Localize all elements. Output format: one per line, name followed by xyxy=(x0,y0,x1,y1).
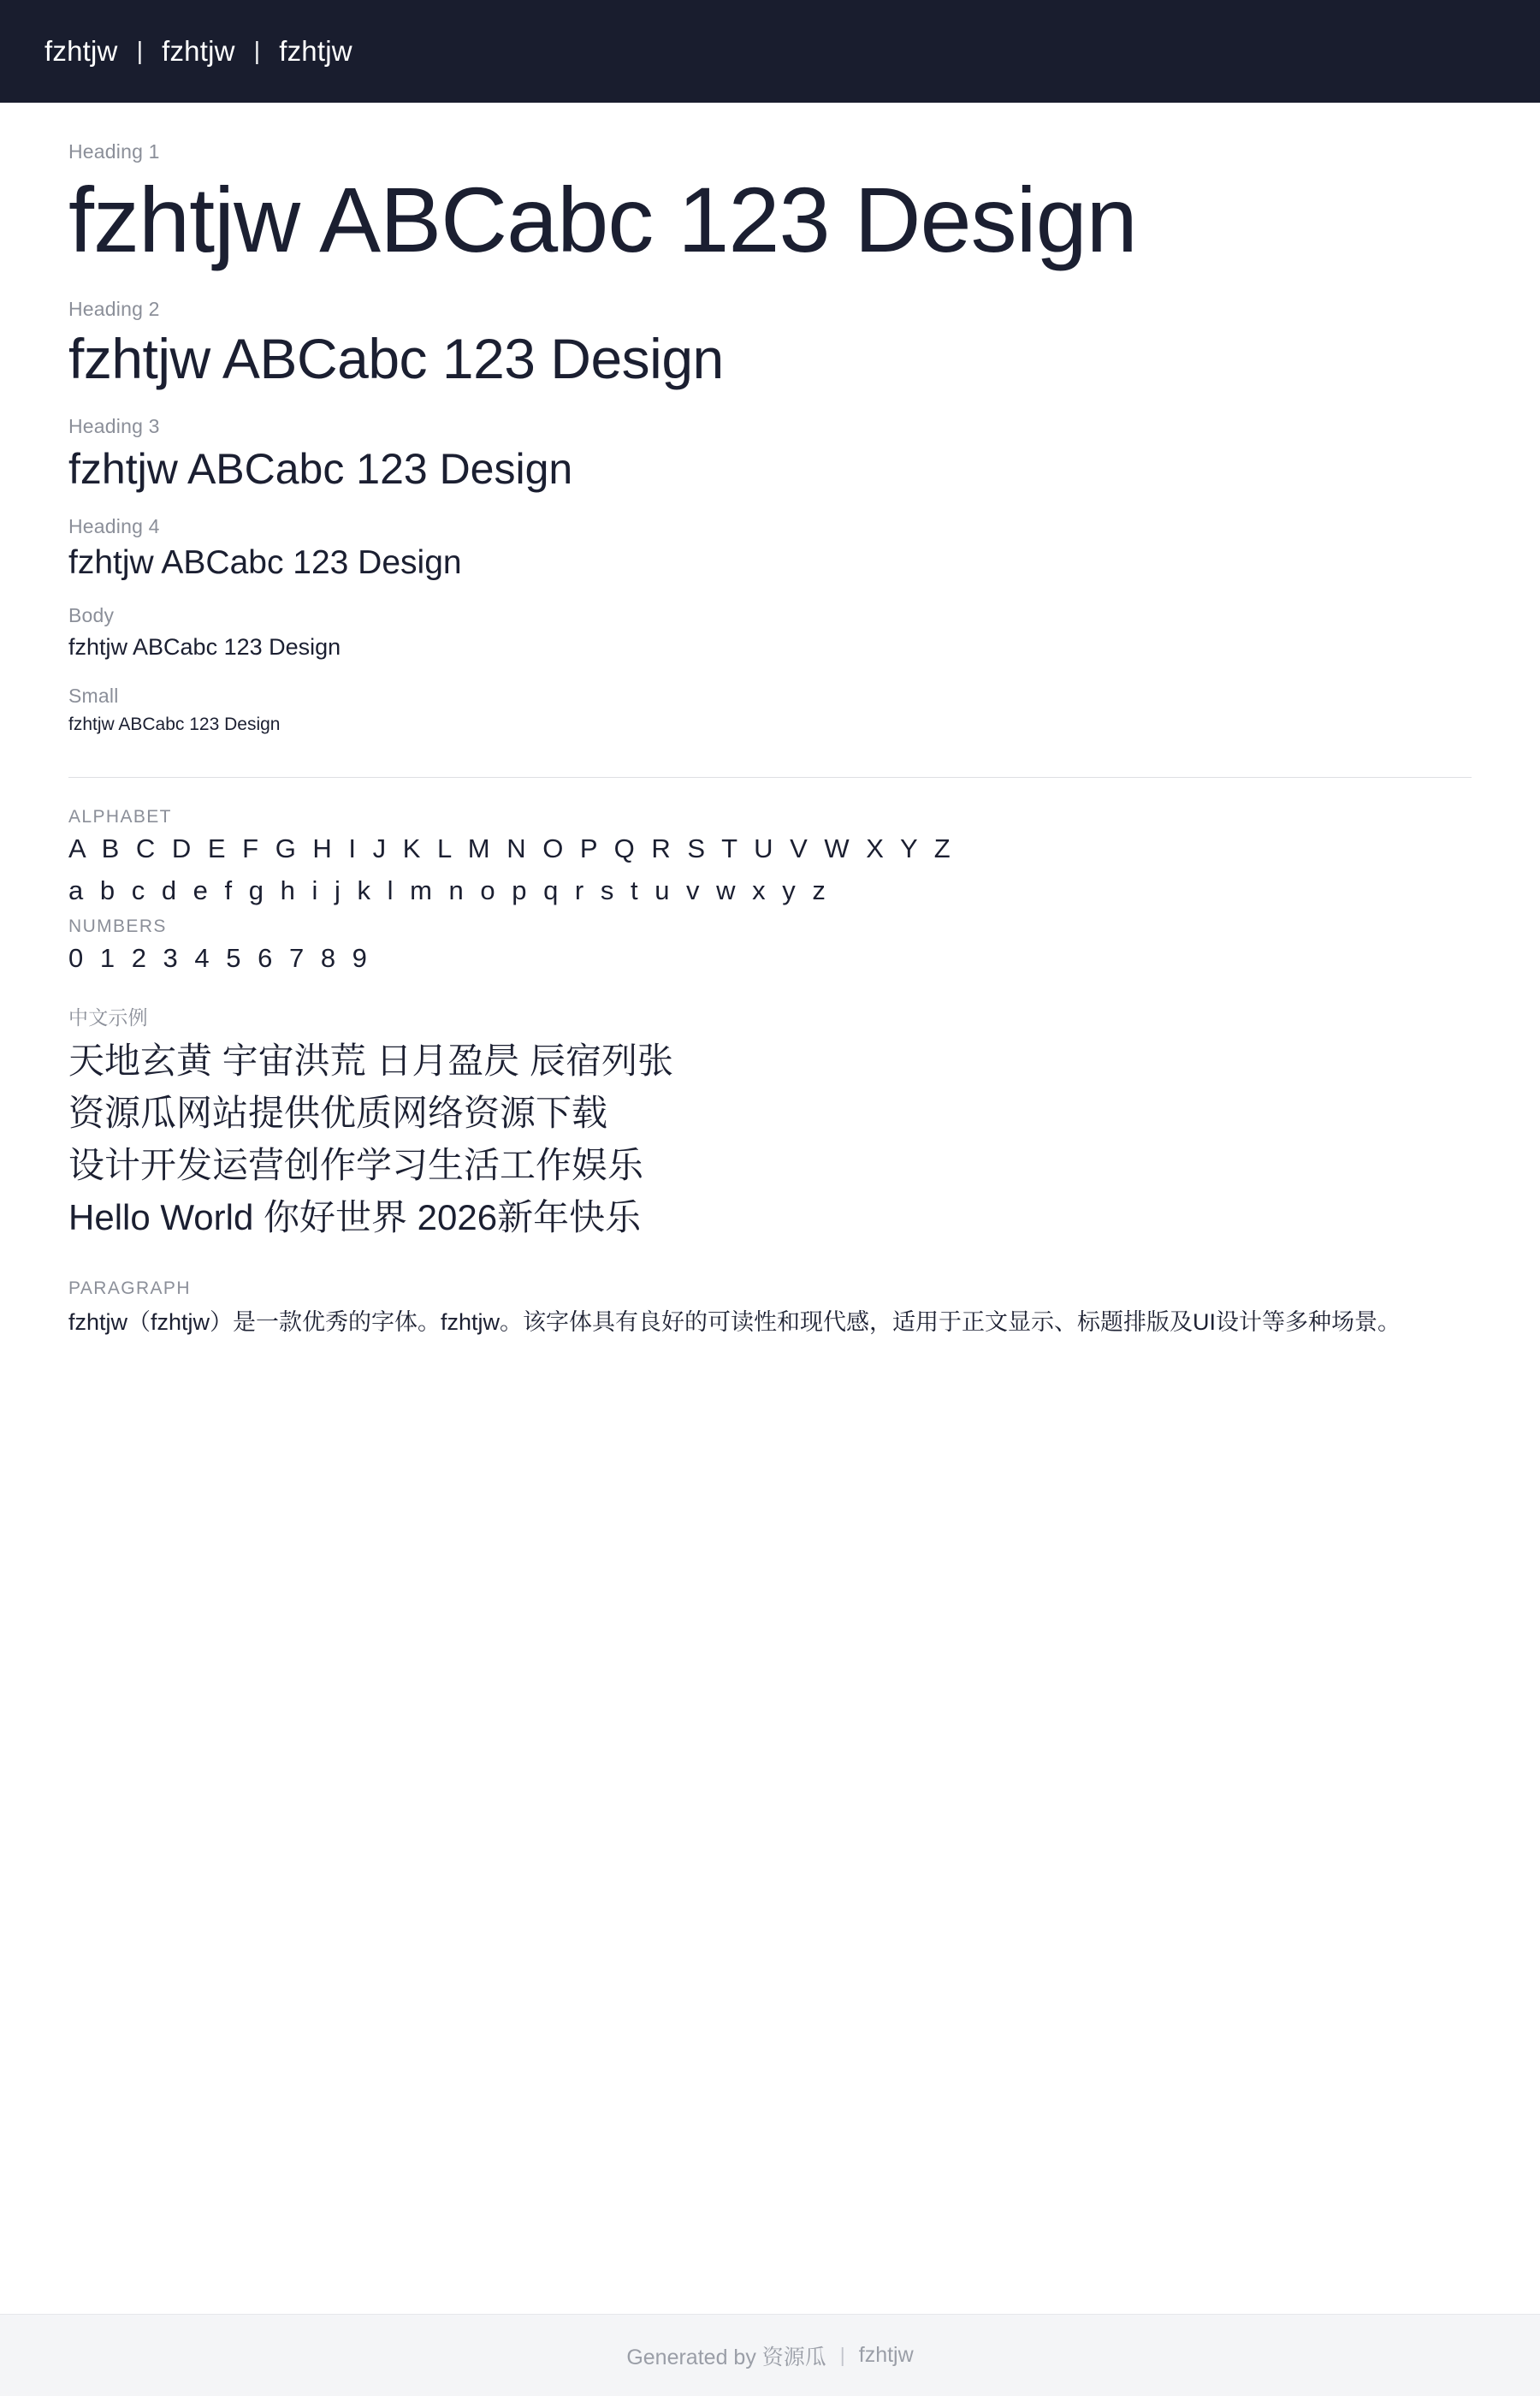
spacer-2 xyxy=(68,1244,1472,1278)
topbar-item-1: fzhtjw xyxy=(44,35,118,67)
topbar-separator-2: | xyxy=(253,37,261,65)
small-sample: fzhtjw ABCabc 123 Design xyxy=(68,714,281,734)
small-label: Small xyxy=(68,684,119,707)
top-bar xyxy=(0,0,1540,103)
footer-font-name: fzhtjw xyxy=(858,2343,914,2367)
topbar-item-2: fzhtjw xyxy=(162,35,235,67)
heading1-sample: fzhtjw ABCabc 123 Design xyxy=(68,168,1137,271)
topbar-separator-1: | xyxy=(136,37,144,65)
heading2-sample: fzhtjw ABCabc 123 Design xyxy=(68,326,724,390)
chinese-line-4: Hello World 你好世界 2026新年快乐 xyxy=(68,1196,642,1237)
chinese-line-2: 资源瓜网站提供优质网络资源下载 xyxy=(68,1093,608,1134)
footer-bar xyxy=(0,2314,1540,2396)
heading1-label: Heading 1 xyxy=(68,140,160,163)
topbar-item-3: fzhtjw xyxy=(279,35,352,67)
paragraph-block xyxy=(68,1278,1472,1341)
numbers-block xyxy=(68,916,1472,976)
heading3-label: Heading 3 xyxy=(68,414,160,437)
paragraph-sample: fzhtjw（fzhtjw）是一款优秀的字体。fzhtjw。该字体具有良好的可读性和现代感，适用于正文显示、标题排版及UI设计等多种场景。 xyxy=(68,1308,1401,1335)
heading1-block xyxy=(68,140,1472,272)
lowercase-row: a b c d e f g h i j k l m n o p q r s t u v w x y z xyxy=(68,875,831,905)
heading3-sample: fzhtjw ABCabc 123 Design xyxy=(68,444,573,493)
heading2-label: Heading 2 xyxy=(68,297,160,320)
small-block xyxy=(68,685,1472,736)
footer-generated-by: Generated by 资源瓜 xyxy=(626,2345,826,2369)
heading4-block xyxy=(68,515,1472,584)
footer-separator: | xyxy=(839,2344,845,2366)
content-area xyxy=(0,103,1540,2314)
body-sample: fzhtjw ABCabc 123 Design xyxy=(68,633,341,660)
heading4-label: Heading 4 xyxy=(68,514,160,537)
body-label: Body xyxy=(68,603,115,626)
heading3-block xyxy=(68,415,1472,495)
chinese-line-3: 设计开发运营创作学习生活工作娱乐 xyxy=(68,1145,644,1186)
heading2-block xyxy=(68,298,1472,393)
chinese-label: 中文示例 xyxy=(68,1006,148,1029)
heading4-sample: fzhtjw ABCabc 123 Design xyxy=(68,543,462,581)
alphabet-label: ALPHABET xyxy=(68,807,172,827)
numbers-label: NUMBERS xyxy=(68,916,167,936)
spacer-1 xyxy=(68,983,1472,1002)
chinese-line-1: 天地玄黄 宇宙洪荒 日月盈昃 辰宿列张 xyxy=(68,1041,674,1082)
body-block xyxy=(68,604,1472,662)
chinese-block xyxy=(68,1002,1472,1244)
section-divider xyxy=(68,777,1472,778)
paragraph-label: PARAGRAPH xyxy=(68,1278,191,1298)
uppercase-row: A B C D E F G H I J K L M N O P Q R S T U V W X Y Z xyxy=(68,833,956,864)
alphabet-block xyxy=(68,807,1472,908)
numbers-row: 0 1 2 3 4 5 6 7 8 9 xyxy=(68,942,372,973)
